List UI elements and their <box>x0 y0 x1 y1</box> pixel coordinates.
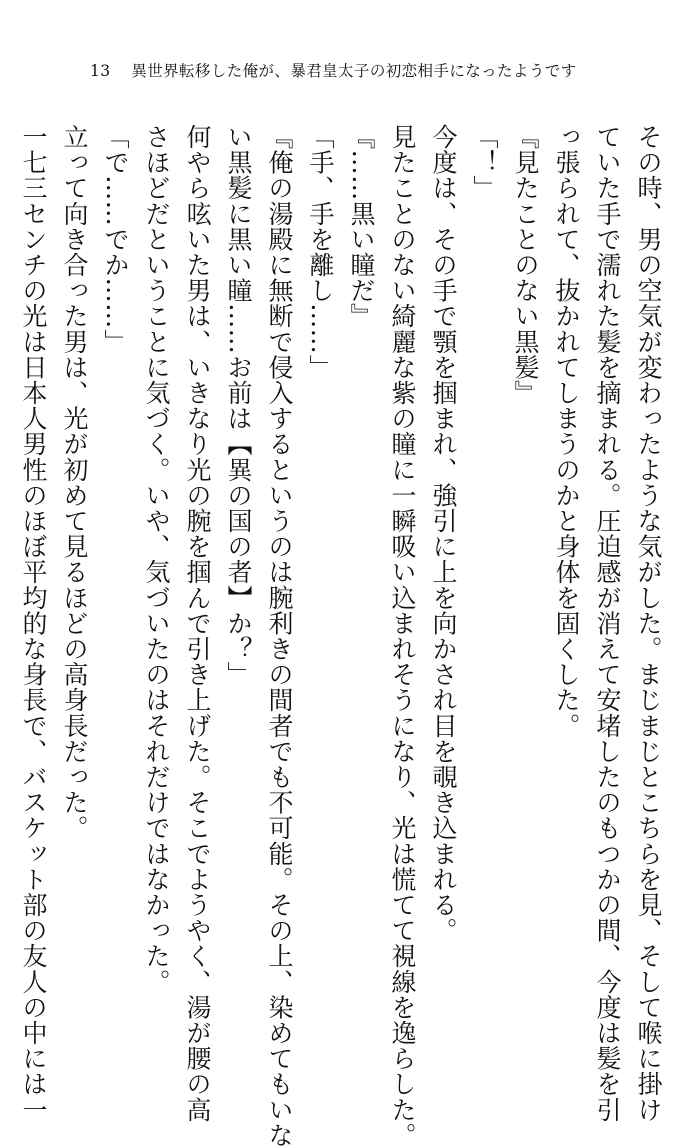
page-header <box>90 58 650 84</box>
text-line: ていた手で濡れた髪を摘まれる。圧迫感が消えて安堵したのもつかの間、今度は髪を引 <box>593 124 622 1123</box>
page-number: 13 <box>90 62 111 80</box>
text-line: 一七三センチの光は日本人男性のほぼ平均的な身長で、バスケット部の友人の中には一 <box>19 124 48 1123</box>
text-line: 見たことのない綺麗な紫の瞳に一瞬吸い込まれそうになり、光は慌てて視線を逸らした。 <box>388 124 417 1148</box>
text-line: 今度は、その手で顎を掴まれ、強引に上を向かされ目を覗き込まれる。 <box>429 124 458 944</box>
text-line: その時、男の空気が変わったような気がした。まじまじとこちらを見、そして喉に掛け <box>634 124 663 1123</box>
text-line: っ張られて、抜かれてしまうのかと身体を固くした。 <box>552 124 581 739</box>
text-line: 『俺の湯殿に無断で侵入するというのは腕利きの間者でも不可能。その上、染めてもいな <box>265 124 294 1148</box>
text-line: さほどだということに気づく。いや、気づいたのはそれだけではなかった。 <box>142 124 171 995</box>
text-line: 「手、手を離し……」 <box>306 124 335 380</box>
text-line: 「！」 <box>470 124 499 201</box>
running-title: 異世界転移した俺が、暴君皇太子の初恋相手になったようです <box>131 62 577 80</box>
text-line: 「で……でか……」 <box>101 124 130 355</box>
text-line: 立って向き合った男は、光が初めて見るほどの高身長だった。 <box>60 124 89 841</box>
text-line: 『見たことのない黒髪』 <box>511 124 540 406</box>
text-line: 何やら呟いた男は、いきなり光の腕を掴んで引き上げた。そこでようやく、湯が腰の高 <box>183 124 212 1123</box>
text-line: い黒髪に黒い瞳……お前は【異の国の者】か？」 <box>224 124 253 688</box>
vertical-body-text <box>19 124 669 1148</box>
text-line: 『……黒い瞳だ』 <box>347 124 376 329</box>
